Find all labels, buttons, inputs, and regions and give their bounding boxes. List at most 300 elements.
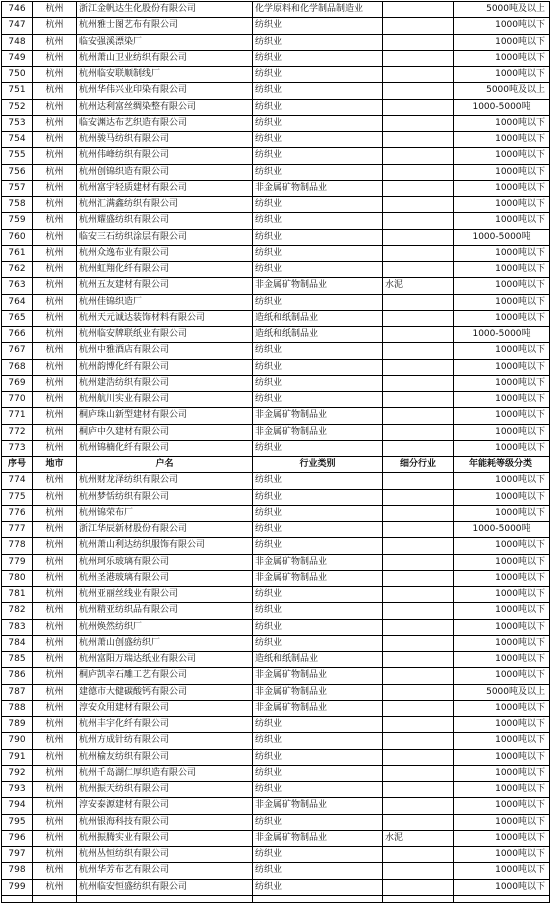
cell-sub-industry: [383, 733, 454, 749]
cell-sub-industry: [383, 180, 454, 196]
cell-city: 杭州: [33, 164, 77, 180]
cell-row-number: 791: [2, 749, 33, 765]
table-row: [2, 668, 550, 684]
table-row: [2, 847, 550, 863]
cell-industry-category: 非金属矿物制品业: [253, 408, 383, 424]
cell-energy-level: 1000吨以下: [454, 50, 550, 66]
cell-company-name: 杭州汇满鑫纺织有限公司: [77, 197, 253, 213]
table-row: [2, 733, 550, 749]
cell-energy-level: 1000吨以下: [454, 132, 550, 148]
cell-industry-category: 造纸和纸制品业: [253, 652, 383, 668]
cell-sub-industry: [383, 505, 454, 521]
cell-industry-category: 纺织业: [253, 765, 383, 781]
cell-row-number: 751: [2, 83, 33, 99]
table-row: [2, 505, 550, 521]
table-row: [2, 343, 550, 359]
cell-city: 杭州: [33, 814, 77, 830]
cell-energy-level: 1000吨以下: [454, 847, 550, 863]
cell-city: 杭州: [33, 505, 77, 521]
cell-sub-industry: [383, 2, 454, 18]
table-row: [2, 782, 550, 798]
cell-row-number: 787: [2, 684, 33, 700]
cell-row-number: 763: [2, 278, 33, 294]
cell-sub-industry: [383, 538, 454, 554]
cell-industry-category: 纺织业: [253, 749, 383, 765]
cell-energy-level: 1000吨以下: [454, 18, 550, 34]
cell-sub-industry: 水泥: [383, 278, 454, 294]
cell-city: 杭州: [33, 197, 77, 213]
cell-company-name: 杭州虹翔化纤有限公司: [77, 262, 253, 278]
table-row: [2, 310, 550, 326]
cell-energy-level: 1000吨以下: [454, 115, 550, 131]
cell-industry-category: 非金属矿物制品业: [253, 700, 383, 716]
cell-energy-level: 1000吨以下: [454, 879, 550, 895]
cell-company-name: 杭州富阳万瑞达纸业有限公司: [77, 652, 253, 668]
cell-company-name: 浙江金帆达生化股份有限公司: [77, 2, 253, 18]
cell-energy-level: 1000-5000吨: [454, 99, 550, 115]
cell-row-number: 768: [2, 359, 33, 375]
cell-city: 杭州: [33, 570, 77, 586]
cell-row-number: 775: [2, 489, 33, 505]
cell-company-name: [77, 895, 253, 902]
cell-sub-industry: [383, 294, 454, 310]
cell-city: 杭州: [33, 375, 77, 391]
cell-industry-category: 纺织业: [253, 148, 383, 164]
cell-energy-level: 5000吨及以上: [454, 684, 550, 700]
cell-city: 杭州: [33, 733, 77, 749]
cell-industry-category: 纺织业: [253, 538, 383, 554]
table-row: [2, 197, 550, 213]
cell-industry-category: 纺织业: [253, 603, 383, 619]
cell-sub-industry: [383, 375, 454, 391]
cell-industry-category: 非金属矿物制品业: [253, 570, 383, 586]
cell-sub-industry: [383, 749, 454, 765]
cell-company-name: 杭州建浩纺织有限公司: [77, 375, 253, 391]
table-row: [2, 473, 550, 489]
cell-company-name: 杭州榆友纺织有限公司: [77, 749, 253, 765]
cell-energy-level: 1000吨以下: [454, 603, 550, 619]
cell-row-number: [2, 895, 33, 902]
cell-energy-level: 1000吨以下: [454, 164, 550, 180]
cell-row-number: 782: [2, 603, 33, 619]
cell-company-name: 杭州达利富丝绸染整有限公司: [77, 99, 253, 115]
cell-row-number: 780: [2, 570, 33, 586]
cell-row-number: 746: [2, 2, 33, 18]
cell-row-number: 771: [2, 408, 33, 424]
cell-energy-level: 1000吨以下: [454, 782, 550, 798]
cell-company-name: 杭州中雅酒店有限公司: [77, 343, 253, 359]
cell-sub-industry: [383, 245, 454, 261]
cell-row-number: 790: [2, 733, 33, 749]
cell-row-number: 748: [2, 34, 33, 50]
cell-sub-industry: [383, 522, 454, 538]
table-row: [2, 830, 550, 846]
cell-row-number: 759: [2, 213, 33, 229]
header-company-name: 户名: [77, 457, 253, 473]
cell-energy-level: 1000吨以下: [454, 359, 550, 375]
cell-row-number: 772: [2, 424, 33, 440]
cell-city: 杭州: [33, 538, 77, 554]
cell-energy-level: 1000吨以下: [454, 765, 550, 781]
header-row-number: 序号: [2, 457, 33, 473]
cell-city: 杭州: [33, 749, 77, 765]
cell-sub-industry: [383, 197, 454, 213]
cell-energy-level: 1000吨以下: [454, 294, 550, 310]
cell-energy-level: 1000吨以下: [454, 473, 550, 489]
cell-row-number: 750: [2, 67, 33, 83]
cell-energy-level: 1000吨以下: [454, 197, 550, 213]
cell-industry-category: 纺织业: [253, 635, 383, 651]
cell-industry-category: 纺织业: [253, 229, 383, 245]
cell-city: 杭州: [33, 782, 77, 798]
cell-sub-industry: [383, 148, 454, 164]
cell-sub-industry: [383, 863, 454, 879]
table-row: [2, 798, 550, 814]
table-row: [2, 262, 550, 278]
cell-industry-category: 纺织业: [253, 197, 383, 213]
cell-row-number: 755: [2, 148, 33, 164]
header-energy-level: 年能耗等级分类: [454, 457, 550, 473]
cell-industry-category: 纺织业: [253, 115, 383, 131]
cell-sub-industry: [383, 115, 454, 131]
cell-company-name: 杭州耀盛纺织有限公司: [77, 213, 253, 229]
cell-sub-industry: [383, 50, 454, 66]
cell-row-number: 760: [2, 229, 33, 245]
cell-energy-level: 1000吨以下: [454, 440, 550, 456]
cell-sub-industry: [383, 895, 454, 902]
cell-company-name: 桐庐中久建材有限公司: [77, 424, 253, 440]
cell-industry-category: 纺织业: [253, 245, 383, 261]
cell-city: 杭州: [33, 522, 77, 538]
cell-energy-level: [454, 895, 550, 902]
cell-energy-level: 1000吨以下: [454, 619, 550, 635]
cell-company-name: 杭州梦恬纺织有限公司: [77, 489, 253, 505]
cell-company-name: 杭州萧山创盛纺织厂: [77, 635, 253, 651]
table-row: [2, 99, 550, 115]
table-row: [2, 83, 550, 99]
cell-sub-industry: [383, 473, 454, 489]
cell-row-number: 758: [2, 197, 33, 213]
cell-city: 杭州: [33, 2, 77, 18]
cell-sub-industry: [383, 587, 454, 603]
energy-consumption-table: [1, 1, 550, 903]
cell-energy-level: 1000吨以下: [454, 652, 550, 668]
cell-company-name: 杭州临安牌联纸业有限公司: [77, 327, 253, 343]
cell-city: 杭州: [33, 408, 77, 424]
cell-company-name: 杭州创锦织造有限公司: [77, 164, 253, 180]
cell-company-name: 杭州骏马纺织有限公司: [77, 132, 253, 148]
table-row: [2, 2, 550, 18]
cell-row-number: 752: [2, 99, 33, 115]
cell-industry-category: 纺织业: [253, 50, 383, 66]
cell-industry-category: 纺织业: [253, 717, 383, 733]
cell-sub-industry: [383, 489, 454, 505]
table-row: [2, 814, 550, 830]
cell-company-name: 杭州华芳布艺有限公司: [77, 863, 253, 879]
cell-city: [33, 895, 77, 902]
cell-industry-category: 纺织业: [253, 99, 383, 115]
table-row: [2, 587, 550, 603]
cell-row-number: 783: [2, 619, 33, 635]
cell-row-number: 753: [2, 115, 33, 131]
cell-city: 杭州: [33, 294, 77, 310]
cell-city: 杭州: [33, 847, 77, 863]
cell-company-name: 杭州振天纺织有限公司: [77, 782, 253, 798]
table-row: [2, 229, 550, 245]
table-row: [2, 749, 550, 765]
cell-row-number: 797: [2, 847, 33, 863]
cell-energy-level: 1000吨以下: [454, 749, 550, 765]
cell-company-name: 桐庐珠山新型建材有限公司: [77, 408, 253, 424]
cell-company-name: 杭州韵博化纤有限公司: [77, 359, 253, 375]
table-row: [2, 18, 550, 34]
cell-row-number: 799: [2, 879, 33, 895]
cell-row-number: 756: [2, 164, 33, 180]
table-row: [2, 765, 550, 781]
cell-industry-category: 造纸和纸制品业: [253, 310, 383, 326]
cell-energy-level: 1000吨以下: [454, 148, 550, 164]
cell-company-name: 杭州临安恒盛纺织有限公司: [77, 879, 253, 895]
cell-sub-industry: [383, 424, 454, 440]
table-row: [2, 132, 550, 148]
table-row: [2, 278, 550, 294]
cell-row-number: 749: [2, 50, 33, 66]
table-row: [2, 115, 550, 131]
cell-energy-level: 1000吨以下: [454, 700, 550, 716]
cell-city: 杭州: [33, 132, 77, 148]
cell-city: 杭州: [33, 343, 77, 359]
cell-city: 杭州: [33, 765, 77, 781]
table-row: [2, 327, 550, 343]
cell-row-number: 776: [2, 505, 33, 521]
table-body: [2, 2, 550, 903]
cell-row-number: 779: [2, 554, 33, 570]
cell-city: 杭州: [33, 213, 77, 229]
cell-company-name: 杭州雅士图艺布有限公司: [77, 18, 253, 34]
cell-row-number: 770: [2, 392, 33, 408]
cell-industry-category: 造纸和纸制品业: [253, 327, 383, 343]
cell-industry-category: 非金属矿物制品业: [253, 180, 383, 196]
cell-row-number: 796: [2, 830, 33, 846]
cell-company-name: 杭州亚丽丝线业有限公司: [77, 587, 253, 603]
cell-row-number: 788: [2, 700, 33, 716]
cell-energy-level: 1000吨以下: [454, 863, 550, 879]
table-row: [2, 375, 550, 391]
cell-energy-level: 1000-5000吨: [454, 229, 550, 245]
cell-sub-industry: [383, 684, 454, 700]
cell-row-number: 766: [2, 327, 33, 343]
cell-industry-category: 非金属矿物制品业: [253, 424, 383, 440]
cell-company-name: 杭州丛恒纺织有限公司: [77, 847, 253, 863]
cell-city: 杭州: [33, 830, 77, 846]
cell-city: 杭州: [33, 440, 77, 456]
cell-company-name: 杭州航川实业有限公司: [77, 392, 253, 408]
cell-company-name: 临安强溪漂染厂: [77, 34, 253, 50]
cell-row-number: 757: [2, 180, 33, 196]
cell-energy-level: 5000吨及以上: [454, 83, 550, 99]
cell-energy-level: 1000吨以下: [454, 538, 550, 554]
cell-sub-industry: [383, 570, 454, 586]
cell-industry-category: 纺织业: [253, 473, 383, 489]
cell-industry-category: 非金属矿物制品业: [253, 798, 383, 814]
cell-company-name: 杭州众逸布业有限公司: [77, 245, 253, 261]
cell-city: 杭州: [33, 668, 77, 684]
cell-sub-industry: [383, 700, 454, 716]
cell-energy-level: 1000吨以下: [454, 213, 550, 229]
cell-company-name: 杭州焕然纺织厂: [77, 619, 253, 635]
cell-industry-category: 纺织业: [253, 619, 383, 635]
table-row: [2, 148, 550, 164]
cell-city: 杭州: [33, 424, 77, 440]
cell-company-name: 杭州圣港玻璃有限公司: [77, 570, 253, 586]
table-row: [2, 652, 550, 668]
cell-sub-industry: [383, 132, 454, 148]
cell-row-number: 761: [2, 245, 33, 261]
cell-energy-level: 1000吨以下: [454, 180, 550, 196]
table-header-row: [2, 457, 550, 473]
cell-industry-category: 纺织业: [253, 132, 383, 148]
cell-city: 杭州: [33, 327, 77, 343]
cell-sub-industry: [383, 603, 454, 619]
table-row: [2, 619, 550, 635]
cell-industry-category: 纺织业: [253, 489, 383, 505]
cell-industry-category: 非金属矿物制品业: [253, 684, 383, 700]
table-row: [2, 34, 550, 50]
cell-company-name: 杭州丰宇化纤有限公司: [77, 717, 253, 733]
cell-company-name: 杭州天元诚达装饰材料有限公司: [77, 310, 253, 326]
cell-city: 杭州: [33, 652, 77, 668]
cell-company-name: 杭州临安联顺制线厂: [77, 67, 253, 83]
table-row: [2, 538, 550, 554]
cell-energy-level: 1000吨以下: [454, 830, 550, 846]
cell-energy-level: 1000吨以下: [454, 343, 550, 359]
cell-energy-level: 1000吨以下: [454, 34, 550, 50]
cell-sub-industry: [383, 164, 454, 180]
cell-sub-industry: [383, 67, 454, 83]
cell-industry-category: 纺织业: [253, 18, 383, 34]
table-row: [2, 245, 550, 261]
table-row: [2, 684, 550, 700]
cell-sub-industry: [383, 34, 454, 50]
cell-sub-industry: [383, 765, 454, 781]
cell-row-number: 793: [2, 782, 33, 798]
cell-company-name: 杭州佳锦织造厂: [77, 294, 253, 310]
cell-sub-industry: [383, 99, 454, 115]
cell-company-name: 淳安泰源建材有限公司: [77, 798, 253, 814]
cell-energy-level: 1000吨以下: [454, 570, 550, 586]
cell-industry-category: 非金属矿物制品业: [253, 830, 383, 846]
cell-sub-industry: [383, 310, 454, 326]
cell-energy-level: 1000吨以下: [454, 668, 550, 684]
cell-company-name: 杭州珂乐玻璃有限公司: [77, 554, 253, 570]
cell-industry-category: 纺织业: [253, 879, 383, 895]
table-row: [2, 424, 550, 440]
cell-sub-industry: [383, 814, 454, 830]
cell-city: 杭州: [33, 554, 77, 570]
cell-city: 杭州: [33, 798, 77, 814]
cell-company-name: 杭州精亚纺织品有限公司: [77, 603, 253, 619]
cell-sub-industry: [383, 879, 454, 895]
table-row: [2, 180, 550, 196]
cell-city: 杭州: [33, 262, 77, 278]
cell-city: 杭州: [33, 684, 77, 700]
header-sub-industry: 细分行业: [383, 457, 454, 473]
table-row: [2, 603, 550, 619]
cell-city: 杭州: [33, 67, 77, 83]
table-row: [2, 489, 550, 505]
cell-energy-level: 1000吨以下: [454, 717, 550, 733]
cell-sub-industry: [383, 229, 454, 245]
cell-sub-industry: [383, 83, 454, 99]
cell-industry-category: 纺织业: [253, 782, 383, 798]
table-row: [2, 863, 550, 879]
cell-energy-level: 1000吨以下: [454, 278, 550, 294]
cell-industry-category: 纺织业: [253, 392, 383, 408]
cell-city: 杭州: [33, 489, 77, 505]
cell-sub-industry: [383, 847, 454, 863]
table-row: [2, 359, 550, 375]
table-row: [2, 392, 550, 408]
cell-industry-category: 纺织业: [253, 847, 383, 863]
cell-city: 杭州: [33, 717, 77, 733]
cell-company-name: 杭州财龙泽纺织有限公司: [77, 473, 253, 489]
cell-city: 杭州: [33, 83, 77, 99]
table-row: [2, 522, 550, 538]
cell-company-name: 杭州锦荣布厂: [77, 505, 253, 521]
table-row: [2, 700, 550, 716]
cell-industry-category: 纺织业: [253, 359, 383, 375]
cell-industry-category: 纺织业: [253, 814, 383, 830]
cell-city: 杭州: [33, 619, 77, 635]
cell-city: 杭州: [33, 99, 77, 115]
cell-row-number: 764: [2, 294, 33, 310]
table-row: [2, 635, 550, 651]
cell-industry-category: 纺织业: [253, 587, 383, 603]
cell-city: 杭州: [33, 180, 77, 196]
table-row: [2, 213, 550, 229]
cell-row-number: 781: [2, 587, 33, 603]
table-row: [2, 164, 550, 180]
table-row: [2, 879, 550, 895]
cell-sub-industry: [383, 717, 454, 733]
cell-company-name: 杭州伟峰纺织有限公司: [77, 148, 253, 164]
cell-industry-category: 纺织业: [253, 164, 383, 180]
cell-row-number: 798: [2, 863, 33, 879]
cell-row-number: 769: [2, 375, 33, 391]
cell-company-name: 建德市大健碳酸钙有限公司: [77, 684, 253, 700]
cell-company-name: 杭州锦楠化纤有限公司: [77, 440, 253, 456]
cell-row-number: 795: [2, 814, 33, 830]
cell-industry-category: 纺织业: [253, 343, 383, 359]
cell-energy-level: 1000吨以下: [454, 489, 550, 505]
table-row: [2, 717, 550, 733]
cell-industry-category: 纺织业: [253, 83, 383, 99]
cell-row-number: 786: [2, 668, 33, 684]
cell-industry-category: 化学原料和化学制品制造业: [253, 2, 383, 18]
cell-company-name: 淳安众用建材有限公司: [77, 700, 253, 716]
cell-city: 杭州: [33, 359, 77, 375]
table-row: [2, 50, 550, 66]
cell-energy-level: 1000吨以下: [454, 408, 550, 424]
cell-energy-level: 1000吨以下: [454, 67, 550, 83]
cell-energy-level: 1000吨以下: [454, 814, 550, 830]
cell-city: 杭州: [33, 34, 77, 50]
cell-sub-industry: [383, 782, 454, 798]
cell-sub-industry: [383, 213, 454, 229]
cell-sub-industry: [383, 343, 454, 359]
cell-sub-industry: [383, 392, 454, 408]
cell-company-name: 桐庐凯幸石雕工艺有限公司: [77, 668, 253, 684]
